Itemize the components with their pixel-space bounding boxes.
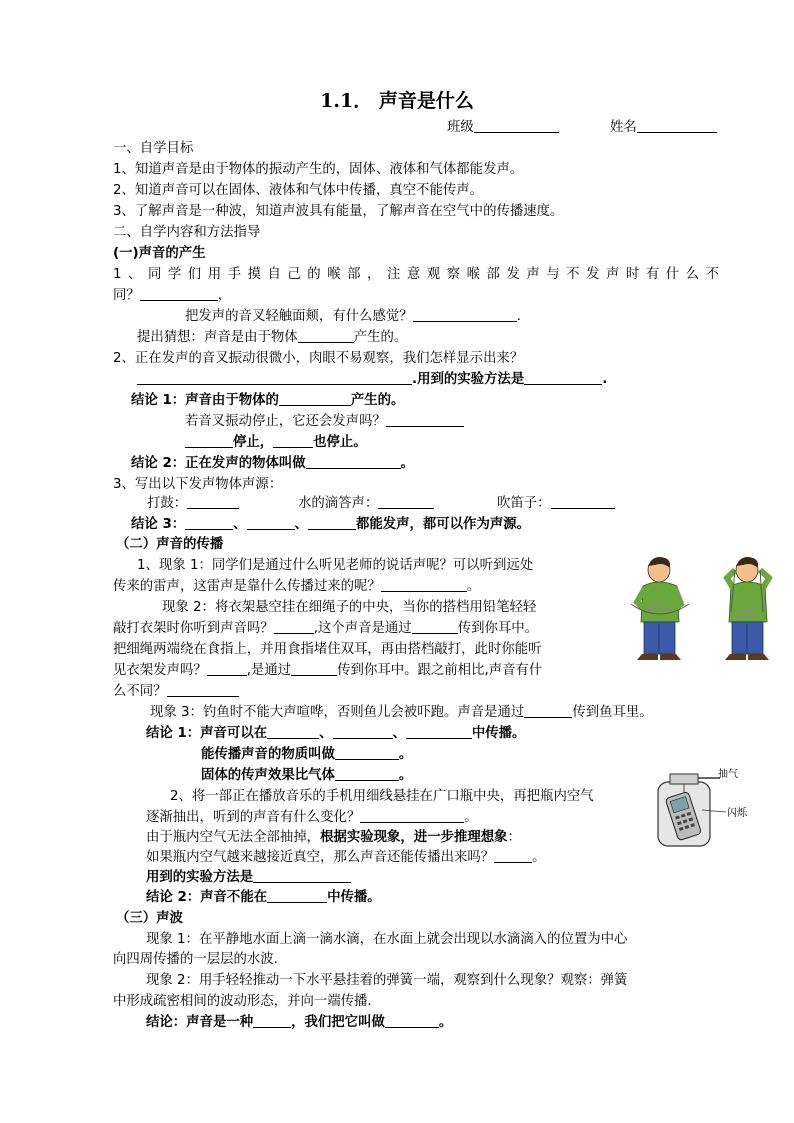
answer-line: [185, 433, 367, 453]
answer-blank[interactable]: [524, 370, 602, 385]
method-line: [137, 370, 607, 390]
question-text: 由于瓶内空气无法全部抽掉，: [146, 830, 321, 845]
answer-blank[interactable]: [298, 328, 354, 343]
answer-blank[interactable]: [273, 433, 313, 448]
punctuation: .: [516, 309, 521, 324]
conclusion-text: 固体的传声效果比气体: [201, 768, 335, 783]
bell-jar-illustration: [650, 768, 760, 850]
conclusion-line: [146, 724, 525, 744]
answer-blank[interactable]: [306, 454, 401, 469]
name-blank[interactable]: [637, 118, 717, 133]
question-text: 传到鱼耳里。: [572, 705, 653, 720]
question-text: 2、正在发声的音叉振动很微小，肉眼不易观察，我们怎样显示出来？: [113, 351, 524, 366]
answer-blank[interactable]: [381, 577, 467, 592]
question-text: 2、将一部正在播放音乐的手机用细线悬挂在广口瓶中央，再把瓶内空气: [170, 789, 594, 804]
question-text: 若音叉振动停止，它还会发声吗？: [185, 414, 386, 429]
question-text: 吹笛子：: [497, 496, 551, 511]
pump-label: 抽气: [718, 769, 738, 780]
question-line: [113, 619, 538, 639]
punctuation: 。: [398, 768, 413, 783]
flute-field: [497, 494, 615, 514]
reasoning-line: [146, 828, 521, 848]
answer-blank[interactable]: [267, 724, 319, 739]
answer-blank[interactable]: [291, 661, 337, 676]
question-text: 把细绳两端绕在食指上，并用食指堵住双耳，再由搭档敲打，此时你能听: [113, 642, 542, 657]
answer-blank[interactable]: [274, 619, 314, 634]
conclusion-text: 也停止。: [313, 435, 367, 450]
question-text: 传到你耳中。: [457, 621, 539, 636]
name-label: 姓名: [610, 120, 637, 135]
drum-field: [147, 494, 239, 514]
question-text: 传来的雷声，这雷声是靠什么传播过来的呢？: [113, 579, 381, 594]
conclusion-line: [146, 888, 381, 908]
conclusion-text: 能传播声音的物质叫做: [201, 747, 335, 762]
question-line: [113, 577, 480, 597]
question-text: 如果瓶内空气越来越接近真空，那么声音还能传播出来吗？: [146, 850, 495, 865]
punctuation: 。: [464, 810, 478, 825]
answer-blank[interactable]: [308, 515, 356, 530]
class-label: 班级: [447, 120, 474, 135]
goal-item: 2、知道声音可以在固体、液体和气体中传播，真空不能传声。: [113, 183, 484, 198]
question-text: 现象 2：用手轻轻推动一下水平悬挂着的弹簧一端，观察到什么现象？观察：弹簧: [146, 973, 628, 988]
goal-item: 1、知道声音是由于物体的振动产生的，固体、液体和气体都能发声。: [113, 162, 524, 177]
conclusion-line: [146, 1013, 452, 1033]
question-text: 中形成疏密相间的波动形态，并向一端传播.: [113, 994, 372, 1009]
punctuation: 。: [400, 456, 415, 471]
conclusion-line: [201, 745, 412, 765]
answer-blank[interactable]: [551, 494, 615, 509]
name-field: [610, 118, 717, 138]
conclusion-text: 结论 3：: [131, 517, 186, 532]
punctuation: 。: [438, 1015, 453, 1030]
conclusion-text: 结论 2：正在发声的物体叫做: [131, 456, 306, 471]
conclusion-text: 结论：声音是一种: [146, 1015, 254, 1030]
conclusion-text: 都能发声，都可以作为声源。: [355, 517, 531, 532]
question-text: 水的滴答声：: [298, 496, 379, 511]
answer-blank[interactable]: [524, 703, 572, 718]
punctuation: 。: [466, 579, 481, 594]
answer-blank[interactable]: [207, 661, 247, 676]
emphasis-text: 根据实验现象，进一步推理想象: [320, 830, 508, 845]
question-line: [113, 682, 239, 702]
conclusion-text: 结论 2：声音不能在: [146, 890, 268, 905]
answer-blank[interactable]: [167, 682, 239, 697]
answer-blank[interactable]: [335, 766, 399, 781]
question-text: 把发声的音叉轻触面颊，有什么感觉？: [185, 309, 413, 324]
subsection-heading: （二）声音的传播: [116, 537, 224, 552]
answer-blank[interactable]: [360, 808, 464, 823]
subsection-heading: (一)声音的产生: [113, 246, 206, 261]
question-text: 1、同学们用手摸自己的喉部，注意观察喉部发声与不发声时有什么不: [113, 267, 719, 282]
conclusion-line: [131, 391, 404, 411]
punctuation: 、: [294, 517, 308, 532]
conclusion-text: 中传播。: [327, 890, 381, 905]
question-text: 见衣架发声吗？: [113, 663, 207, 678]
answer-blank[interactable]: [333, 724, 393, 739]
answer-blank[interactable]: [386, 412, 464, 427]
question-line: [185, 412, 464, 432]
punctuation: 、: [233, 517, 247, 532]
question-text: 打鼓：: [147, 496, 188, 511]
answer-blank[interactable]: [140, 286, 218, 301]
punctuation: .: [602, 372, 608, 387]
question-line: [113, 286, 231, 306]
answer-blank[interactable]: [413, 307, 517, 322]
class-field: [447, 118, 559, 138]
answer-blank[interactable]: [412, 619, 458, 634]
conclusion-text: 中传播。: [471, 726, 526, 741]
punctuation: 、: [392, 726, 406, 741]
conclusion-line: [201, 766, 412, 786]
conclusion-text: 结论 1：声音可以在: [146, 726, 268, 741]
answer-blank[interactable]: [253, 1013, 291, 1028]
question-text: .用到的实验方法是: [412, 372, 525, 387]
question-text: 传到你耳中。跟之前相比,声音有什: [337, 663, 543, 678]
question-line: [185, 307, 521, 327]
answer-blank[interactable]: [378, 494, 434, 509]
hypothesis-line: [137, 328, 407, 348]
answer-blank[interactable]: [385, 1013, 439, 1028]
answer-blank[interactable]: [187, 494, 239, 509]
hanger-experiment-illustration: [617, 552, 792, 670]
answer-blank[interactable]: [279, 391, 351, 406]
answer-blank[interactable]: [137, 370, 412, 385]
punctuation: 。: [398, 747, 413, 762]
section-heading: 二、自学内容和方法指导: [113, 225, 261, 240]
question-line: [146, 848, 546, 868]
conclusion-text: 结论 1：声音由于物体的: [131, 393, 279, 408]
question-text: 现象 2：将衣架悬空挂在细绳子的中央，当你的搭档用铅笔轻轻: [162, 600, 537, 615]
question-text: 同？: [113, 288, 140, 303]
answer-blank[interactable]: [406, 724, 472, 739]
conclusion-text: 产生的。: [350, 393, 405, 408]
answer-blank[interactable]: [247, 515, 295, 530]
question-text: 向四周传播的一层层的水波.: [113, 952, 278, 967]
method-line: [146, 868, 351, 888]
answer-blank[interactable]: [253, 868, 351, 883]
question-text: 现象 3：钓鱼时不能大声喧哗，否则鱼儿会被吓跑。声音是通过: [150, 705, 525, 720]
answer-blank[interactable]: [335, 745, 399, 760]
conclusion-text: ，我们把它叫做: [291, 1015, 385, 1030]
conclusion-line: [131, 515, 530, 535]
question-text: 逐渐抽出，听到的声音有什么变化？: [146, 810, 361, 825]
question-text: 提出猜想：声音是由于物体: [137, 330, 298, 345]
punctuation: ，: [217, 288, 232, 303]
punctuation: 。: [532, 850, 546, 865]
question-text: 么不同？: [113, 684, 167, 699]
answer-blank[interactable]: [494, 848, 532, 863]
flash-label: 闪烁: [727, 808, 747, 819]
question-text: 3、写出以下发声物体声源：: [113, 477, 283, 492]
conclusion-text: 用到的实验方法是: [146, 870, 254, 885]
water-field: [298, 494, 434, 514]
question-line: [113, 661, 542, 681]
answer-blank[interactable]: [185, 515, 233, 530]
question-text: 1、现象 1：同学们是通过什么听见老师的说话声呢？可以听到远处: [137, 558, 534, 573]
question-text: 现象 1：在平静地水面上滴一滴水滴，在水面上就会出现以水滴滴入的位置为中心: [146, 932, 628, 947]
subsection-heading: （三）声波: [116, 911, 183, 926]
question-text: 产生的。: [353, 330, 408, 345]
question-text: ,是通过: [246, 663, 292, 678]
question-text: ,这个声音是通过: [313, 621, 412, 636]
answer-blank[interactable]: [185, 433, 233, 448]
section-heading: 一、自学目标: [113, 141, 194, 156]
page-title: 1.1． 声音是什么: [320, 90, 474, 112]
goal-item: 3、了解声音是一种波，知道声波具有能量，了解声音在空气中的传播速度。: [113, 204, 564, 219]
answer-blank[interactable]: [267, 888, 327, 903]
conclusion-line: [131, 454, 414, 474]
conclusion-text: 停止，: [233, 435, 274, 450]
punctuation: ：: [507, 830, 521, 845]
question-line: [150, 703, 653, 723]
class-blank[interactable]: [474, 118, 559, 133]
question-text: 敲打衣架时你听到声音吗？: [113, 621, 274, 636]
punctuation: 、: [319, 726, 333, 741]
jar-lid: [670, 774, 698, 784]
question-line: [146, 808, 478, 828]
